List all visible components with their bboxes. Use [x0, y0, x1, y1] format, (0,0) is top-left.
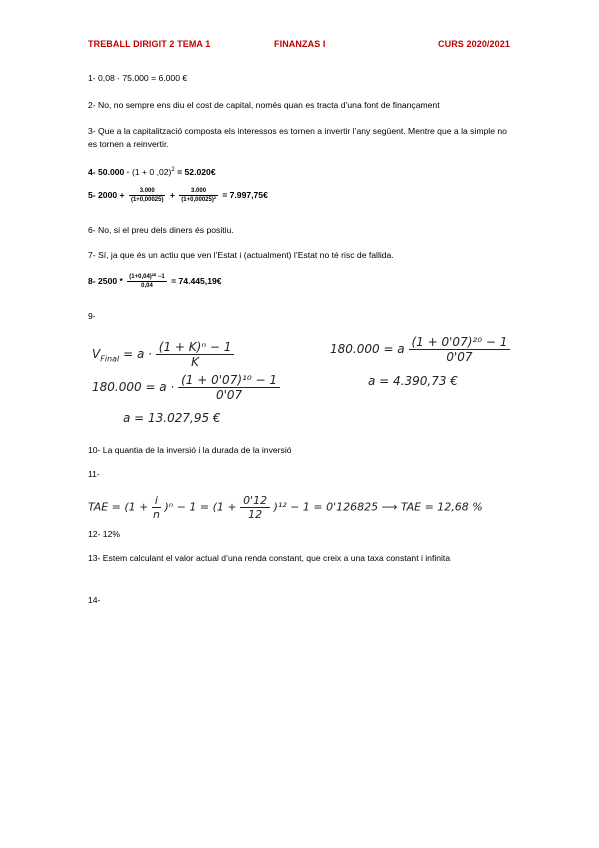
header-right: CURS 2020/2021	[438, 39, 510, 49]
answer-14: 14-	[88, 595, 101, 605]
hw-tae-num: 0'12	[240, 494, 270, 508]
answer-8-den: 0,04	[141, 283, 153, 289]
header-left: TREBALL DIRIGIT 2 TEMA 1	[88, 39, 211, 49]
hw-tae-fraction-1	[152, 494, 161, 521]
answer-8-result: = 74.445,19€	[171, 275, 222, 286]
answer-5-num-2: 3.000	[179, 187, 218, 196]
answer-13: 13- Estem calculant el valor actual d’una renda constant, que creix a una taxa constant i infinita	[88, 553, 451, 563]
hw-tae-n: n	[152, 508, 160, 521]
hw-v-sub: Final	[100, 354, 120, 364]
answer-5-fraction-2	[179, 187, 218, 204]
hw-tae-fraction-2	[240, 494, 270, 521]
answer-5-den-2: (1+0,00025)²	[181, 197, 216, 203]
hw-f4-left: 180.000 = a	[330, 342, 405, 356]
answer-5-plus: +	[169, 189, 175, 200]
answer-4-expr: (1 + 0 ,02)	[131, 166, 172, 177]
answer-11-label: 11-	[88, 469, 100, 479]
handwritten-result-1: a = 13.027,95 €	[123, 411, 221, 425]
answer-8-num: (1+0,04)²⁰ −1	[129, 274, 165, 280]
answer-5	[88, 187, 268, 204]
answer-4-result: = 52.020€	[177, 166, 216, 177]
answer-9-label: 9-	[88, 311, 96, 321]
answer-5-den-1: (1+0,00025)	[130, 197, 164, 203]
answer-12: 12- 12%	[88, 529, 121, 539]
answer-3: 3- Que a la capitalització composta els interessos es tornen a invertir l’any següent. Mentre que a la simple no es tornen a reinvertir.	[88, 126, 507, 149]
hw-eq: = a ·	[123, 347, 152, 361]
handwritten-formula-1	[92, 340, 234, 369]
hw-tae-end: )¹² − 1 = 0'126825 ⟶ TAE = 12,68 %	[273, 500, 483, 514]
answer-4-prefix: 4- 50.000 ·	[88, 166, 130, 177]
answer-5-result: = 7.997,75€	[222, 189, 268, 200]
hw-num-2: (1 + 0'07)¹⁰ − 1	[178, 373, 280, 388]
answer-6: 6- No, si el preu dels diners és positiu.	[88, 225, 234, 235]
hw-tae-mid: )ⁿ − 1 = (1 +	[164, 500, 237, 514]
answer-2: 2- No, no sempre ens diu el cost de capital, només quan es tracta d’una font de finançament	[88, 100, 440, 110]
answer-4-exp: 2	[171, 167, 175, 173]
hw-tae-den: 12	[248, 508, 263, 521]
hw-tae: TAE = (1 +	[88, 500, 149, 514]
answer-7: 7- Sí, ja que és un actiu que ven l’Estat i (actualment) l’Estat no té risc de fallida.	[88, 250, 394, 260]
hw-den-2: 0'07	[215, 388, 243, 402]
hw-num-1: (1 + K)ⁿ − 1	[156, 340, 235, 355]
answer-5-num-1: 3.000	[129, 187, 166, 196]
hw-fraction-1	[156, 340, 235, 369]
hw-f2-left: 180.000 = a ·	[92, 380, 175, 394]
hw-fraction-2	[178, 373, 280, 402]
answer-8-prefix: 8- 2500 *	[88, 275, 123, 286]
answer-8	[88, 273, 222, 290]
answer-5-fraction-1	[129, 187, 166, 204]
answer-10: 10- La quantia de la inversió i la durada de la inversió	[88, 445, 292, 455]
handwritten-formula-4	[330, 335, 510, 364]
answer-1: 1- 0,08 · 75.000 = 6.000 €	[88, 73, 188, 83]
answer-5-prefix: 5- 2000 +	[88, 189, 125, 200]
handwritten-tae-formula	[88, 494, 483, 521]
answer-8-fraction	[127, 273, 166, 290]
hw-den-4: 0'07	[446, 350, 473, 364]
header-center: FINANZAS I	[274, 39, 326, 49]
handwritten-result-2: a = 4.390,73 €	[368, 374, 458, 388]
handwritten-formula-2	[92, 373, 280, 402]
hw-den-1: K	[191, 355, 200, 369]
hw-fraction-4	[409, 335, 511, 364]
answer-4	[88, 164, 216, 179]
hw-num-4: (1 + 0'07)²⁰ − 1	[409, 335, 511, 350]
hw-tae-i: i	[152, 494, 161, 508]
hw-v: V	[92, 347, 101, 361]
